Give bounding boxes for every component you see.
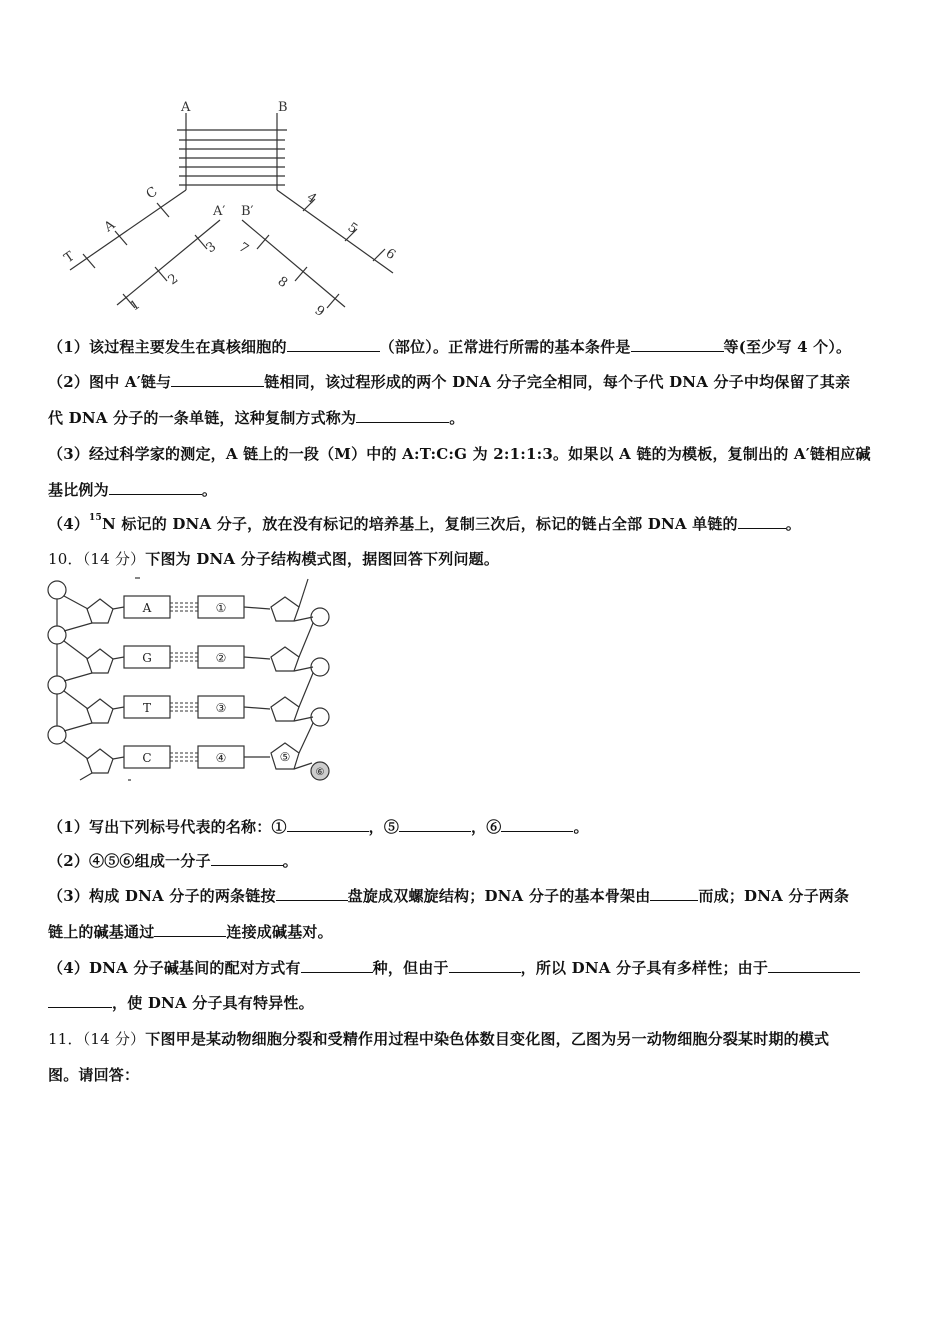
answer-blank[interactable] [48,993,112,1008]
base-label-1: ① [215,601,227,615]
label-a-prime: A′ [213,204,226,219]
q9-item4 [48,513,801,534]
q9-item1-text-a: （1）该过程主要发生在真核细胞的 [48,338,287,356]
number-4: 4 [303,189,320,208]
q10-item3-text-a: （3）构成 DNA 分子的两条链按 [48,887,276,905]
answer-blank[interactable] [287,817,369,832]
q10-item3-text-c: 而成；DNA 分子两条 [698,887,850,905]
q9-item2-text-b: 链相同，该过程形成的两个 DNA 分子完全相同，每个子代 DNA 分子中均保留了其亲 [264,373,851,391]
dna-structure-figure [40,575,340,785]
base-t: T [142,701,152,715]
q10-item4-text-b: 种，但由于 [372,959,449,977]
answer-blank[interactable] [768,958,860,973]
answer-blank[interactable] [356,408,449,423]
q9-item1-text-c: 等(至少写 4 个）。 [723,338,852,356]
q10-item4-text-c: ，所以 DNA 分子具有多样性；由于 [520,959,769,977]
q10-item4-cont-text: ，使 DNA 分子具有特异性。 [112,994,314,1012]
base-label-4: ④ [215,751,227,765]
label-a: A [181,100,191,115]
answer-blank[interactable] [109,480,202,495]
label-t: T [61,249,78,267]
q10-item1-text-d: 。 [573,818,589,836]
q10-item2 [48,850,298,871]
q10-item1 [48,816,589,837]
answer-blank[interactable] [287,337,380,352]
answer-blank[interactable] [399,817,471,832]
q11-title: 下图甲是某动物细胞分裂和受精作用过程中染色体数目变化图，乙图为另一动物细胞分裂某时期的模式 [145,1030,830,1048]
q9-item1 [48,336,851,357]
number-1: 1 [127,297,144,315]
q10-item2-text-b: 。 [282,852,298,870]
q9-item2 [48,371,850,392]
q9-item4-text-b: N 标记的 DNA 分子，放在没有标记的培养基上，复制三次后，标记的链占全部 DNA 单链的 [101,515,738,533]
q10-item1-text-c: ，⑥ [471,818,502,836]
q9-item1-text-b: （部位）。正常进行所需的基本条件是 [379,338,631,356]
answer-blank[interactable] [650,886,698,901]
base-label-3: ③ [215,701,227,715]
q9-item4-text-c: 。 [785,515,801,533]
dna-replication-figure [55,95,415,320]
label-6: ⑥ [315,767,325,778]
answer-blank[interactable] [171,372,264,387]
number-8: 8 [274,273,291,292]
label-5: ⑤ [279,750,291,764]
number-3: 3 [203,239,220,257]
q9-item3-cont [48,479,217,500]
q9-item3 [48,443,871,464]
answer-blank[interactable] [449,958,521,973]
q10-heading [48,548,499,569]
q9-item2-cont-text-a: 代 DNA 分子的一条单链，这种复制方式称为 [48,409,357,427]
q10-item4-text-a: （4）DNA 分子碱基间的配对方式有 [48,959,301,977]
base-a: A [142,601,152,615]
q9-item2-cont [48,407,464,428]
answer-blank[interactable] [276,886,348,901]
q10-title: 下图为 DNA 分子结构模式图，据图回答下列问题。 [145,550,500,568]
isotope-superscript: 15 [89,513,102,523]
base-label-2: ② [215,651,227,665]
q9-item3-cont-text-b: 。 [201,481,218,499]
q10-item1-text-a: （1）写出下列标号代表的名称：① [48,818,287,836]
base-g: G [142,651,152,665]
label-b: B [278,100,288,115]
q9-item2-text-a: （2）图中 A′链与 [48,373,172,391]
q10-item3-cont [48,921,333,942]
q9-item4-text-a: （4） [48,515,90,533]
q11-score: （14 分） [82,1030,146,1048]
q9-item3-cont-text-a: 基比例为 [48,481,109,499]
number-9: 9 [311,302,328,320]
answer-blank[interactable] [738,514,786,529]
number-2: 2 [165,271,182,289]
q11-number: 11． [48,1030,83,1048]
q10-item4 [48,957,860,978]
label-b-prime: B′ [241,204,254,219]
label-left-a: A [101,217,118,236]
number-5: 5 [344,219,361,238]
q10-item3-text-b: 盘旋成双螺旋结构；DNA 分子的基本骨架由 [347,887,651,905]
answer-blank[interactable] [154,922,226,937]
number-7: 7 [235,239,252,258]
q9-item3-text: （3）经过科学家的测定，A 链上的一段（M）中的 A:T:C:G 为 2:1:1:3。如果以 A 链的为模板，复制出的 A′链相应碱 [48,445,871,463]
base-c: C [142,751,152,765]
number-6: 6 [382,245,399,264]
answer-blank[interactable] [301,958,373,973]
q10-number: 10． [48,550,83,568]
q10-score: （14 分） [82,550,146,568]
answer-blank[interactable] [631,337,724,352]
q11-heading-cont [48,1064,139,1085]
q10-item3-cont-text-b: 连接成碱基对。 [226,923,333,941]
answer-blank[interactable] [501,817,573,832]
q9-item2-cont-text-b: 。 [449,409,465,427]
q10-item4-cont [48,992,314,1013]
q10-item1-text-b: ，⑤ [368,818,400,836]
q11-heading [48,1028,829,1049]
label-c: C [143,184,161,203]
q10-item2-text-a: （2）④⑤⑥组成一分子 [48,852,211,870]
q10-item3-cont-text-a: 链上的碱基通过 [48,923,155,941]
q11-title-cont: 图。请回答： [48,1066,140,1084]
q10-item3 [48,885,849,906]
answer-blank[interactable] [211,851,283,866]
